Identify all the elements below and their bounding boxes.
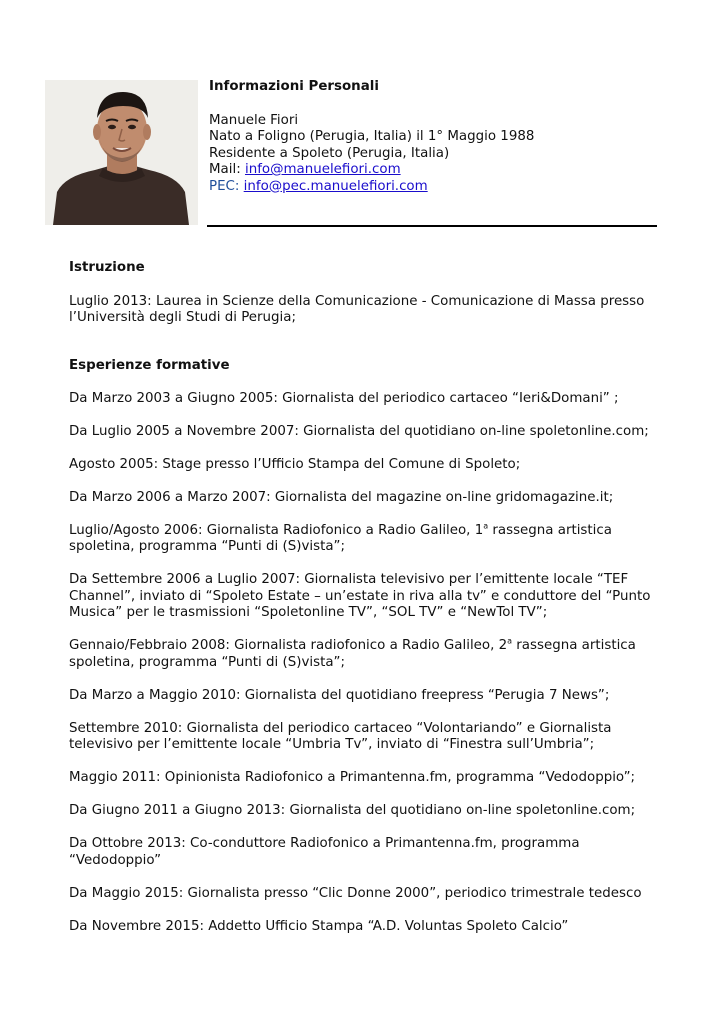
experience-entry: Da Luglio 2005 a Novembre 2007: Giornalista del quotidiano on-line spoletonline.com; (69, 423, 649, 439)
personal-info (209, 79, 657, 195)
mail-link[interactable]: info@manuelefiori.com (244, 162, 401, 177)
experience-entry: Da Marzo a Maggio 2010: Giornalista del quotidiano freepress “Perugia 7 News”; (69, 687, 610, 703)
experience-entry: Maggio 2011: Opinionista Radiofonico a Primantenna.fm, programma “Vedodoppio”; (69, 770, 636, 785)
experience-entry: Da Ottobre 2013: Co-conduttore Radiofonico a Primantenna.fm, programma “Vedodoppio” (69, 836, 580, 868)
experience-entry: Da Marzo 2006 a Marzo 2007: Giornalista del magazine on-line gridomagazine.it; (69, 489, 614, 505)
experience-entry: Da Settembre 2006 a Luglio 2007: Giornalista televisivo per l’emittente locale “TEF Channel”, inviato di “Spoleto Estate – un’estate in riva alla tv” e conduttore del “Punto Musica” per le trasmissioni “Spoletonline TV”, “SOL TV” e “NewTol TV”; (69, 572, 651, 620)
experience-entry: Da Marzo 2003 a Giugno 2005: Giornalista del periodico cartaceo “Ieri&Domani” ; (69, 390, 619, 406)
experience-heading: Esperienze formative (69, 357, 230, 373)
experience-list (69, 391, 669, 936)
experience-entry: Da Novembre 2015: Addetto Ufficio Stampa “A.D. Voluntas Spoleto Calcio” (69, 918, 569, 934)
birth-info: Nato a Foligno (Perugia, Italia) il 1° Maggio 1988 (209, 129, 535, 144)
pec-link[interactable]: info@pec.manuelefiori.com (243, 178, 428, 194)
education-entry: Luglio 2013: Laurea in Scienze della Comunicazione - Comunicazione di Massa presso l’Università degli Studi di Perugia; (69, 293, 645, 325)
experience-entry-text: rassegna artistica spoletina, programma “Punti di (S)vista”; (69, 522, 612, 554)
experience-entry-text: Luglio/Agosto 2006: Giornalista Radiofonico a Radio Galileo, 1 (69, 522, 484, 538)
pec-row (209, 179, 657, 196)
experience-entry (69, 638, 669, 671)
experience-entry-text: rassegna artistica spoletina, programma “Punti di (S)vista”; (69, 638, 636, 670)
portrait-image (45, 80, 198, 225)
ordinal-superscript: a (507, 636, 513, 646)
experience-entry-text: Gennaio/Febbraio 2008: Giornalista radiofonico a Radio Galileo, 2 (69, 638, 508, 653)
mail-label: Mail: (209, 162, 241, 177)
experience-entry (69, 523, 669, 556)
full-name: Manuele Fiori (209, 112, 299, 128)
profile-photo (45, 80, 198, 225)
experience-entry: Agosto 2005: Stage presso l’Ufficio Stampa del Comune di Spoleto; (69, 456, 521, 472)
personal-info-heading: Informazioni Personali (209, 79, 379, 94)
header-divider (207, 225, 657, 227)
education-heading: Istruzione (69, 260, 145, 275)
cv-body (69, 260, 669, 935)
experience-entry: Da Maggio 2015: Giornalista presso “Clic Donne 2000”, periodico trimestrale tedesco (69, 885, 642, 901)
mail-row (209, 162, 657, 179)
pec-label: PEC: (209, 178, 240, 194)
experience-entry: Settembre 2010: Giornalista del periodico cartaceo “Volontariando” e Giornalista televisivo per l’emittente locale “Umbria Tv”, inviato di “Finestra sull’Umbria”; (69, 720, 612, 752)
experience-entry: Da Giugno 2011 a Giugno 2013: Giornalista del quotidiano on-line spoletonline.com; (69, 803, 636, 818)
residence-info: Residente a Spoleto (Perugia, Italia) (209, 145, 450, 161)
ordinal-superscript: a (483, 521, 489, 531)
